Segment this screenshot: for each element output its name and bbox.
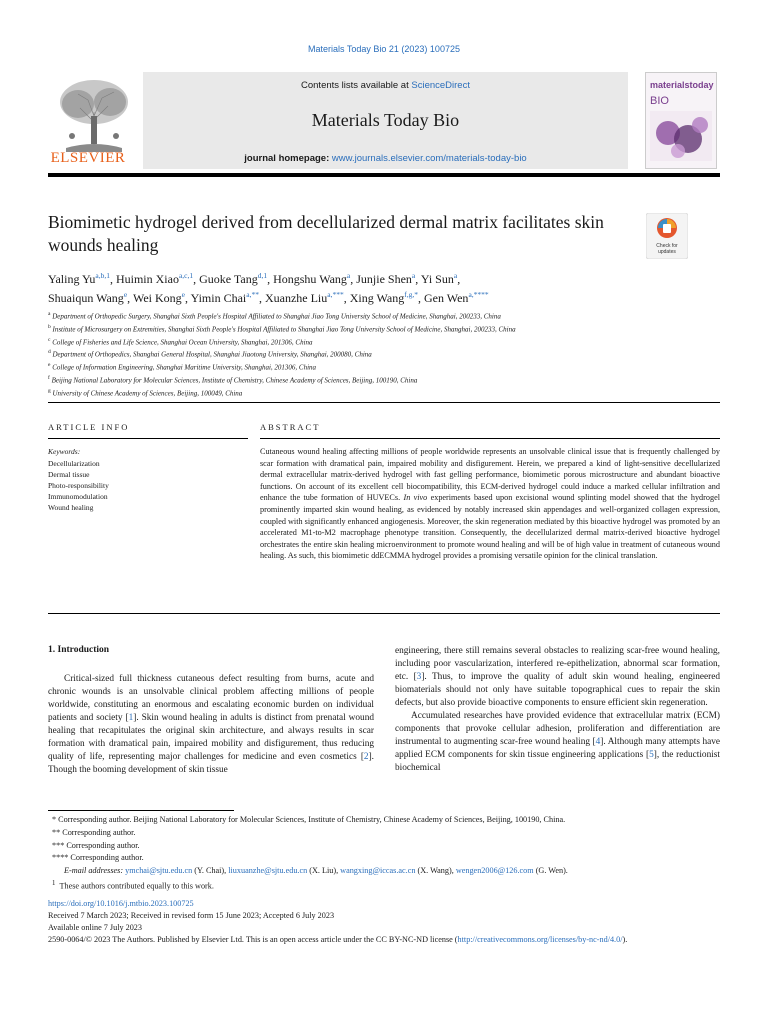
- keyword-item: Wound healing: [48, 503, 94, 512]
- license-text: 2590-0064/© 2023 The Authors. Published by Elsevier Ltd. This is an open access article under the CC BY-NC-ND license (: [48, 935, 458, 944]
- text-run: Critical-sized full thickness cutaneous defect resulting from burns, acute and chronic wounds is an unsolvable clinical problem affecting millions of people worldwide, constituting an enormous and escalating economic burden on individual patients and society [: [48, 674, 374, 723]
- text-run: Accumulated researches have provided evidence that extracellular matrix (ECM) components that provoke cellular adhesion, proliferation and differentiation are instrumental to augmenting scar-free wound healing [: [395, 711, 720, 747]
- email-link[interactable]: liuxuanzhe@sjtu.edu.cn: [228, 866, 308, 876]
- author-affiliation-marker[interactable]: f,g,*: [404, 290, 418, 299]
- article-info-heading: ARTICLE INFO: [48, 422, 130, 432]
- affiliation-text: Institute of Microsurgery on Extremities, Shanghai Sixth People's Hospital Affiliated to Shanghai Jiao Tong University School of Medicine, Shanghai, 200233, China: [52, 325, 516, 334]
- author-affiliation-marker[interactable]: a: [411, 271, 416, 280]
- text-run: engineering, there still remains several obstacles to realizing scar-free wound healing, including poor vascularization, interfered re-epithelization, abnormal scar formation, etc. [: [395, 646, 720, 682]
- affiliation-text: Beijing National Laboratory for Molecular Sciences, Institute of Chemistry, Chinese Academy of Sciences, Beijing, 100190, China: [51, 376, 418, 385]
- author-name[interactable]: Yaling Yu: [48, 272, 96, 286]
- email-link[interactable]: wengen2006@126.com: [455, 866, 534, 876]
- author-affiliation-marker[interactable]: a: [453, 271, 458, 280]
- text-run: ]. Thus, to improve the quality of adult skin wound healing, engineered biomaterials should not only have suitable topographical cues to repair the skin defects, but also provide bioactive components to ensure efficient skin regeneration.: [395, 672, 720, 708]
- affiliation-marker: b: [48, 323, 51, 330]
- citation-link[interactable]: 2: [363, 752, 369, 762]
- author-affiliation-marker[interactable]: a,****: [468, 290, 489, 299]
- paragraph: [395, 710, 720, 775]
- body-left-column: [48, 673, 374, 777]
- author-name[interactable]: Shuaiqun Wang: [48, 291, 124, 305]
- license-link[interactable]: http://creativecommons.org/licenses/by-nc-nd/4.0/: [457, 935, 623, 944]
- affiliation-text: College of Fisheries and Life Science, Shanghai Ocean University, Shanghai, 201306, China: [52, 337, 313, 346]
- footnote-text: These authors contributed equally to this work.: [59, 881, 214, 891]
- affiliation-marker: d: [48, 349, 51, 356]
- affiliation-item: [48, 335, 720, 348]
- journal-reference-link[interactable]: Materials Today Bio 21 (2023) 100725: [308, 44, 460, 54]
- footnote-corresponding-4: **** Corresponding author.: [52, 853, 144, 863]
- check-for-updates-badge[interactable]: [646, 213, 688, 259]
- keywords-list: [48, 458, 109, 513]
- publication-info: [48, 898, 720, 946]
- author-separator: ,: [457, 272, 461, 286]
- author-separator: ,: [267, 272, 274, 286]
- citation-link[interactable]: 3: [416, 672, 422, 682]
- author-separator: ,: [343, 291, 350, 305]
- article-title: Biomimetic hydrogel derived from decellularized dermal matrix facilitates skin wounds healing: [48, 212, 604, 255]
- homepage-label: journal homepage:: [244, 153, 332, 164]
- introduction-heading: 1. Introduction: [48, 645, 110, 655]
- affiliation-marker: a: [48, 311, 51, 317]
- author-name[interactable]: Gen Wen: [423, 291, 469, 305]
- email-link[interactable]: wangxing@iccas.ac.cn: [340, 866, 416, 876]
- abstract-bottom-rule: [48, 613, 720, 614]
- abstract-italic: In vivo: [403, 493, 428, 503]
- affiliation-marker: c: [48, 336, 51, 343]
- received-dates: Received 7 March 2023; Received in revised form 15 June 2023; Accepted 6 July 2023: [48, 911, 335, 920]
- affiliation-text: College of Information Engineering, Shanghai Maritime University, Shanghai, 201306, China: [52, 363, 317, 372]
- footnotes: [52, 814, 720, 894]
- footnote-corresponding-3: *** Corresponding author.: [52, 840, 140, 850]
- affiliation-list: [48, 309, 720, 399]
- text-run: ]. Though the booming development of skin tissue: [48, 752, 374, 775]
- author-affiliation-marker[interactable]: a,c,1: [178, 271, 194, 280]
- author-affiliation-marker[interactable]: e: [123, 290, 128, 299]
- text-run: ], the reductionist biochemical: [395, 750, 720, 773]
- author-name[interactable]: Wei Kong: [132, 291, 182, 305]
- affiliation-marker: g: [48, 387, 51, 394]
- footnote-marker: 1: [52, 879, 56, 887]
- affiliation-marker: f: [48, 375, 50, 382]
- abstract-text: [260, 446, 720, 562]
- doi-link[interactable]: https://doi.org/10.1016/j.mtbio.2023.100725: [48, 899, 194, 908]
- author-separator: ,: [415, 272, 421, 286]
- citation-link[interactable]: 4: [595, 737, 601, 747]
- author-affiliation-marker[interactable]: e: [181, 290, 185, 299]
- author-separator: ,: [185, 291, 191, 305]
- affiliation-item: [48, 309, 720, 322]
- footnote-corresponding-1: * Corresponding author. Beijing National Laboratory for Molecular Sciences, Institute of Chemistry, Chinese Academy of Sciences, Beijing, 100190, China.: [52, 815, 566, 824]
- affiliation-text: Department of Orthopedics, Shanghai General Hospital, Shanghai Jiaotong University, Shanghai, 200080, China: [52, 350, 372, 359]
- author-affiliation-marker[interactable]: a: [346, 271, 351, 280]
- citation-link[interactable]: 1: [128, 713, 134, 723]
- affiliation-item: [48, 386, 720, 399]
- abstract-rule: [260, 438, 720, 439]
- check-badge-label-line2: updates: [658, 249, 676, 255]
- author-name[interactable]: Hongshu Wang: [273, 272, 347, 286]
- body-right-column: [395, 645, 720, 775]
- contents-lists-line: [143, 80, 628, 91]
- affiliation-text: Department of Orthopedic Surgery, Shanghai Sixth People's Hospital Affiliated to Shanghai Jiao Tong University School of Medicine, Shanghai, 200233, China: [52, 312, 501, 321]
- author-list: [48, 270, 720, 308]
- author-affiliation-marker[interactable]: a,***: [327, 290, 344, 299]
- text-run: ]. Although many attempts have applied ECM components for skin tissue engineering applications [: [395, 737, 720, 760]
- footnote-equal-contribution: [52, 878, 720, 894]
- abstract-part1: Cutaneous wound healing affecting millions of people worldwide represents an unsolvable clinical issue that is frequently challenged by scar formation with dramatical pain, impaired mobility and disfigurement. Herein, we prepared a kind of light-sensitive decellularized dermal extracellular matrix-derived hydrogel with fast gelling performance, biomimetic porous microstructure and abundant bioactive functions. On account of its excellent cell biocompatibility, this ECM-derived hydrogel could induce a marked cellular infiltration and enhance the tube formation of HUVECs.: [260, 447, 720, 503]
- section-divider: [48, 402, 720, 403]
- sciencedirect-link[interactable]: ScienceDirect: [411, 80, 470, 91]
- author-affiliation-marker[interactable]: a,b,1: [95, 271, 110, 280]
- homepage-link[interactable]: www.journals.elsevier.com/materials-today-bio: [331, 153, 527, 164]
- keyword-item: Decellularization: [48, 459, 100, 468]
- elsevier-wordmark: ELSEVIER: [50, 150, 126, 166]
- text-run: ]. Skin wound healing in adults is distinct from prenatal wound healing that recapitulates the original skin architecture, and always results in scar formation with dramatical pain, impaired mobility and disfigurement, thus reducing quality of life, representing major challenges for medicine and even cosmetics [: [48, 713, 374, 762]
- keyword-item: Photo-responsibility: [48, 481, 109, 490]
- author-name[interactable]: Huimin Xiao: [115, 272, 179, 286]
- contents-prefix: Contents lists available at: [301, 80, 412, 91]
- keyword-item: Dermal tissue: [48, 470, 90, 479]
- author-affiliation-marker[interactable]: d,1: [257, 271, 268, 280]
- affiliation-item: [48, 373, 720, 386]
- affiliation-text: University of Chinese Academy of Sciences, Beijing, 100049, China: [52, 389, 243, 398]
- author-name[interactable]: Junjie Shen: [356, 272, 412, 286]
- author-separator: ,: [258, 291, 265, 305]
- email-owner: (X. Liu),: [307, 866, 341, 876]
- online-date: Available online 7 July 2023: [48, 923, 142, 932]
- affiliation-item: [48, 360, 720, 373]
- email-owner: (X. Wang),: [415, 866, 456, 876]
- paragraph: [48, 673, 374, 777]
- cover-title-b: today: [689, 80, 714, 90]
- abstract-part2: experiments based upon excisional wound splinting model showed that the hydrogel prominently imparted skin wound healing, as evidenced by notably increased skin appendages and well-organized collagen expression, coupled with significantly enhanced angiogenesis. Moreover, the skin regeneration mediated by this bioactive hydrogel was promoted by an accelerated M1-to-M2 macrophage phenotype transition. Consequently, the decellularized dermal matrix-derived bioactive hydrogel orchestrates the entire skin healing microenvironment to promote wound healing and will be of high value in treatment of cutaneous wound healing. As such, this biomimetic ddECMMA hydrogel provides a promising versatile opinion for the clinical translation.: [260, 493, 720, 561]
- paragraph: [395, 645, 720, 710]
- author-name[interactable]: Xing Wang: [349, 291, 405, 305]
- cover-bio: BIO: [650, 95, 669, 107]
- footnote-rule: [48, 810, 234, 811]
- affiliation-item: [48, 322, 720, 335]
- header-divider: [48, 173, 720, 177]
- author-name[interactable]: Yimin Chai: [190, 291, 247, 305]
- author-name[interactable]: Yi Sun: [420, 272, 454, 286]
- footnote-emails: [52, 865, 720, 878]
- journal-homepage-line: [143, 153, 628, 164]
- author-separator: ,: [109, 272, 116, 286]
- author-affiliation-marker[interactable]: a,**: [246, 290, 259, 299]
- cover-title: [650, 81, 714, 90]
- author-separator: ,: [193, 272, 200, 286]
- keywords-label: Keywords:: [48, 447, 81, 456]
- cover-title-a: materials: [650, 80, 690, 90]
- license-statement: [48, 934, 720, 946]
- journal-title: Materials Today Bio: [311, 110, 460, 130]
- email-owner: (G. Wen).: [533, 866, 568, 876]
- author-separator: ,: [417, 291, 424, 305]
- affiliation-marker: e: [48, 362, 51, 369]
- email-label: E-mail addresses:: [64, 866, 124, 876]
- keyword-item: Immunomodulation: [48, 492, 108, 501]
- email-owner: (Y. Chai),: [192, 866, 229, 876]
- author-name[interactable]: Xuanzhe Liu: [264, 291, 328, 305]
- article-info-rule: [48, 438, 248, 439]
- cover-artwork: [650, 111, 712, 161]
- license-end: ).: [622, 935, 628, 944]
- author-name[interactable]: Guoke Tang: [199, 272, 258, 286]
- author-separator: ,: [350, 272, 357, 286]
- email-link[interactable]: ymchai@sjtu.edu.cn: [125, 866, 193, 876]
- footnote-corresponding-2: ** Corresponding author.: [52, 827, 136, 837]
- author-separator: ,: [127, 291, 133, 305]
- citation-link[interactable]: 5: [649, 750, 654, 760]
- journal-cover-thumbnail: [645, 72, 717, 169]
- check-badge-label-line1: Check for: [656, 243, 678, 249]
- affiliation-item: [48, 347, 720, 360]
- abstract-heading: ABSTRACT: [260, 422, 321, 432]
